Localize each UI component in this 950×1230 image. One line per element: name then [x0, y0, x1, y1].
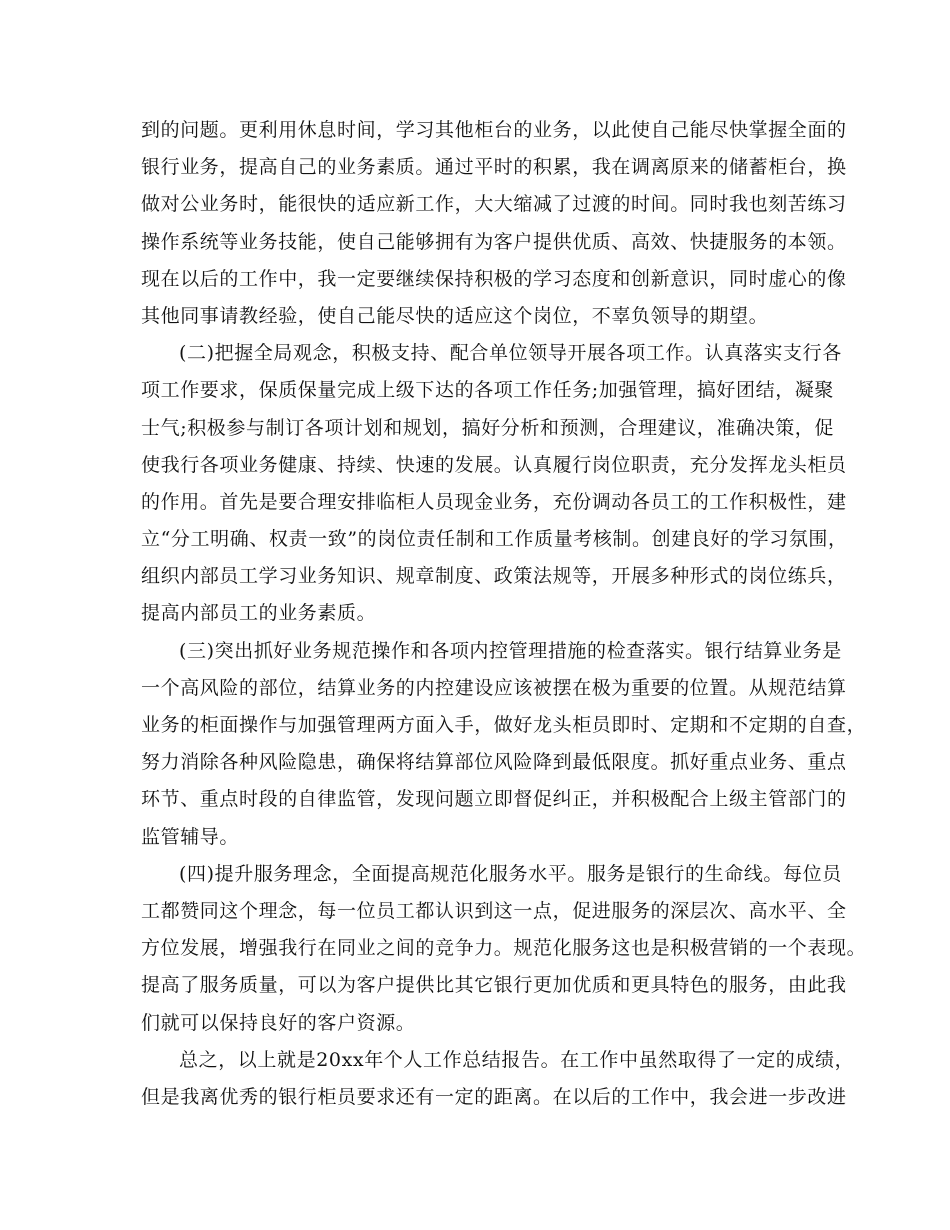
text-line: 提高内部员工的业务素质。 [141, 602, 377, 625]
text-line: 监管辅导。 [141, 825, 240, 848]
text-line: 银行业务，提高自己的业务素质。通过平时的积累，我在调离原来的储蓄柜台，换 [141, 156, 847, 179]
paragraph-first-line: (二)把握全局观念，积极支持、配合单位领导开展各项工作。认真落实支行各 [179, 342, 842, 365]
text-line: 工都赞同这个理念，每一位员工都认识到这一点，促进服务的深层次、高水平、全 [141, 899, 847, 922]
text-line: 组织内部员工学习业务知识、规章制度、政策法规等，开展多种形式的岗位练兵， [141, 565, 847, 588]
paragraph-first-line: (四)提升服务理念，全面提高规范化服务水平。服务是银行的生命线。每位员 [179, 862, 842, 885]
text-line: 其他同事请教经验，使自己能尽快的适应这个岗位，不辜负领导的期望。 [141, 304, 769, 327]
text-line: 立“分工明确、权责一致”的岗位责任制和工作质量考核制。创建良好的学习氛围， [141, 528, 848, 551]
text-line: 到的问题。更利用休息时间，学习其他柜台的业务，以此使自己能尽快掌握全面的 [141, 119, 847, 141]
text-line: 努力消除各种风险隐患，确保将结算部位风险降到最低限度。抓好重点业务、重点 [141, 751, 847, 774]
text-line: 现在以后的工作中，我一定要继续保持积极的学习态度和创新意识，同时虚心的像 [141, 267, 847, 290]
text-line: 方位发展，增强我行在同业之间的竞争力。规范化服务这也是积极营销的一个表现。 [141, 937, 867, 960]
paragraph-first-line: (三)突出抓好业务规范操作和各项内控管理措施的检查落实。银行结算业务是 [179, 639, 842, 662]
document-body [141, 112, 867, 1116]
text-line: 环节、重点时段的自律监管，发现问题立即督促纠正，并积极配合上级主管部门的 [141, 788, 847, 811]
text-line: 士气;积极参与制订各项计划和规划，搞好分析和预测，合理建议，准确决策，促 [141, 416, 835, 439]
paragraph-first-line: 总之，以上就是20xx年个人工作总结报告。在工作中虽然取得了一定的成绩， [179, 1048, 855, 1071]
text-line: 做对公业务时，能很快的适应新工作，大大缩减了过渡的时间。同时我也刻苦练习 [141, 193, 847, 216]
text-line: 项工作要求，保质保量完成上级下达的各项工作任务;加强管理，搞好团结，凝聚 [141, 379, 835, 402]
text-line: 操作系统等业务技能，使自己能够拥有为客户提供优质、高效、快捷服务的本领。 [141, 230, 847, 253]
text-line: 的作用。首先是要合理安排临柜人员现金业务，充份调动各员工的工作积极性，建 [141, 490, 847, 513]
text-line: 们就可以保持良好的客户资源。 [141, 1011, 416, 1034]
text-line: 业务的柜面操作与加强管理两方面入手，做好龙头柜员即时、定期和不定期的自查， [141, 714, 867, 736]
text-line: 一个高风险的部位，结算业务的内控建设应该被摆在极为重要的位置。从规范结算 [141, 676, 847, 699]
text-line: 但是我离优秀的银行柜员要求还有一定的距离。在以后的工作中，我会进一步改进 [141, 1085, 847, 1108]
text-line: 提高了服务质量，可以为客户提供比其它银行更加优质和更具特色的服务，由此我 [141, 974, 847, 997]
text-line: 使我行各项业务健康、持续、快速的发展。认真履行岗位职责，充分发挥龙头柜员 [141, 453, 847, 476]
